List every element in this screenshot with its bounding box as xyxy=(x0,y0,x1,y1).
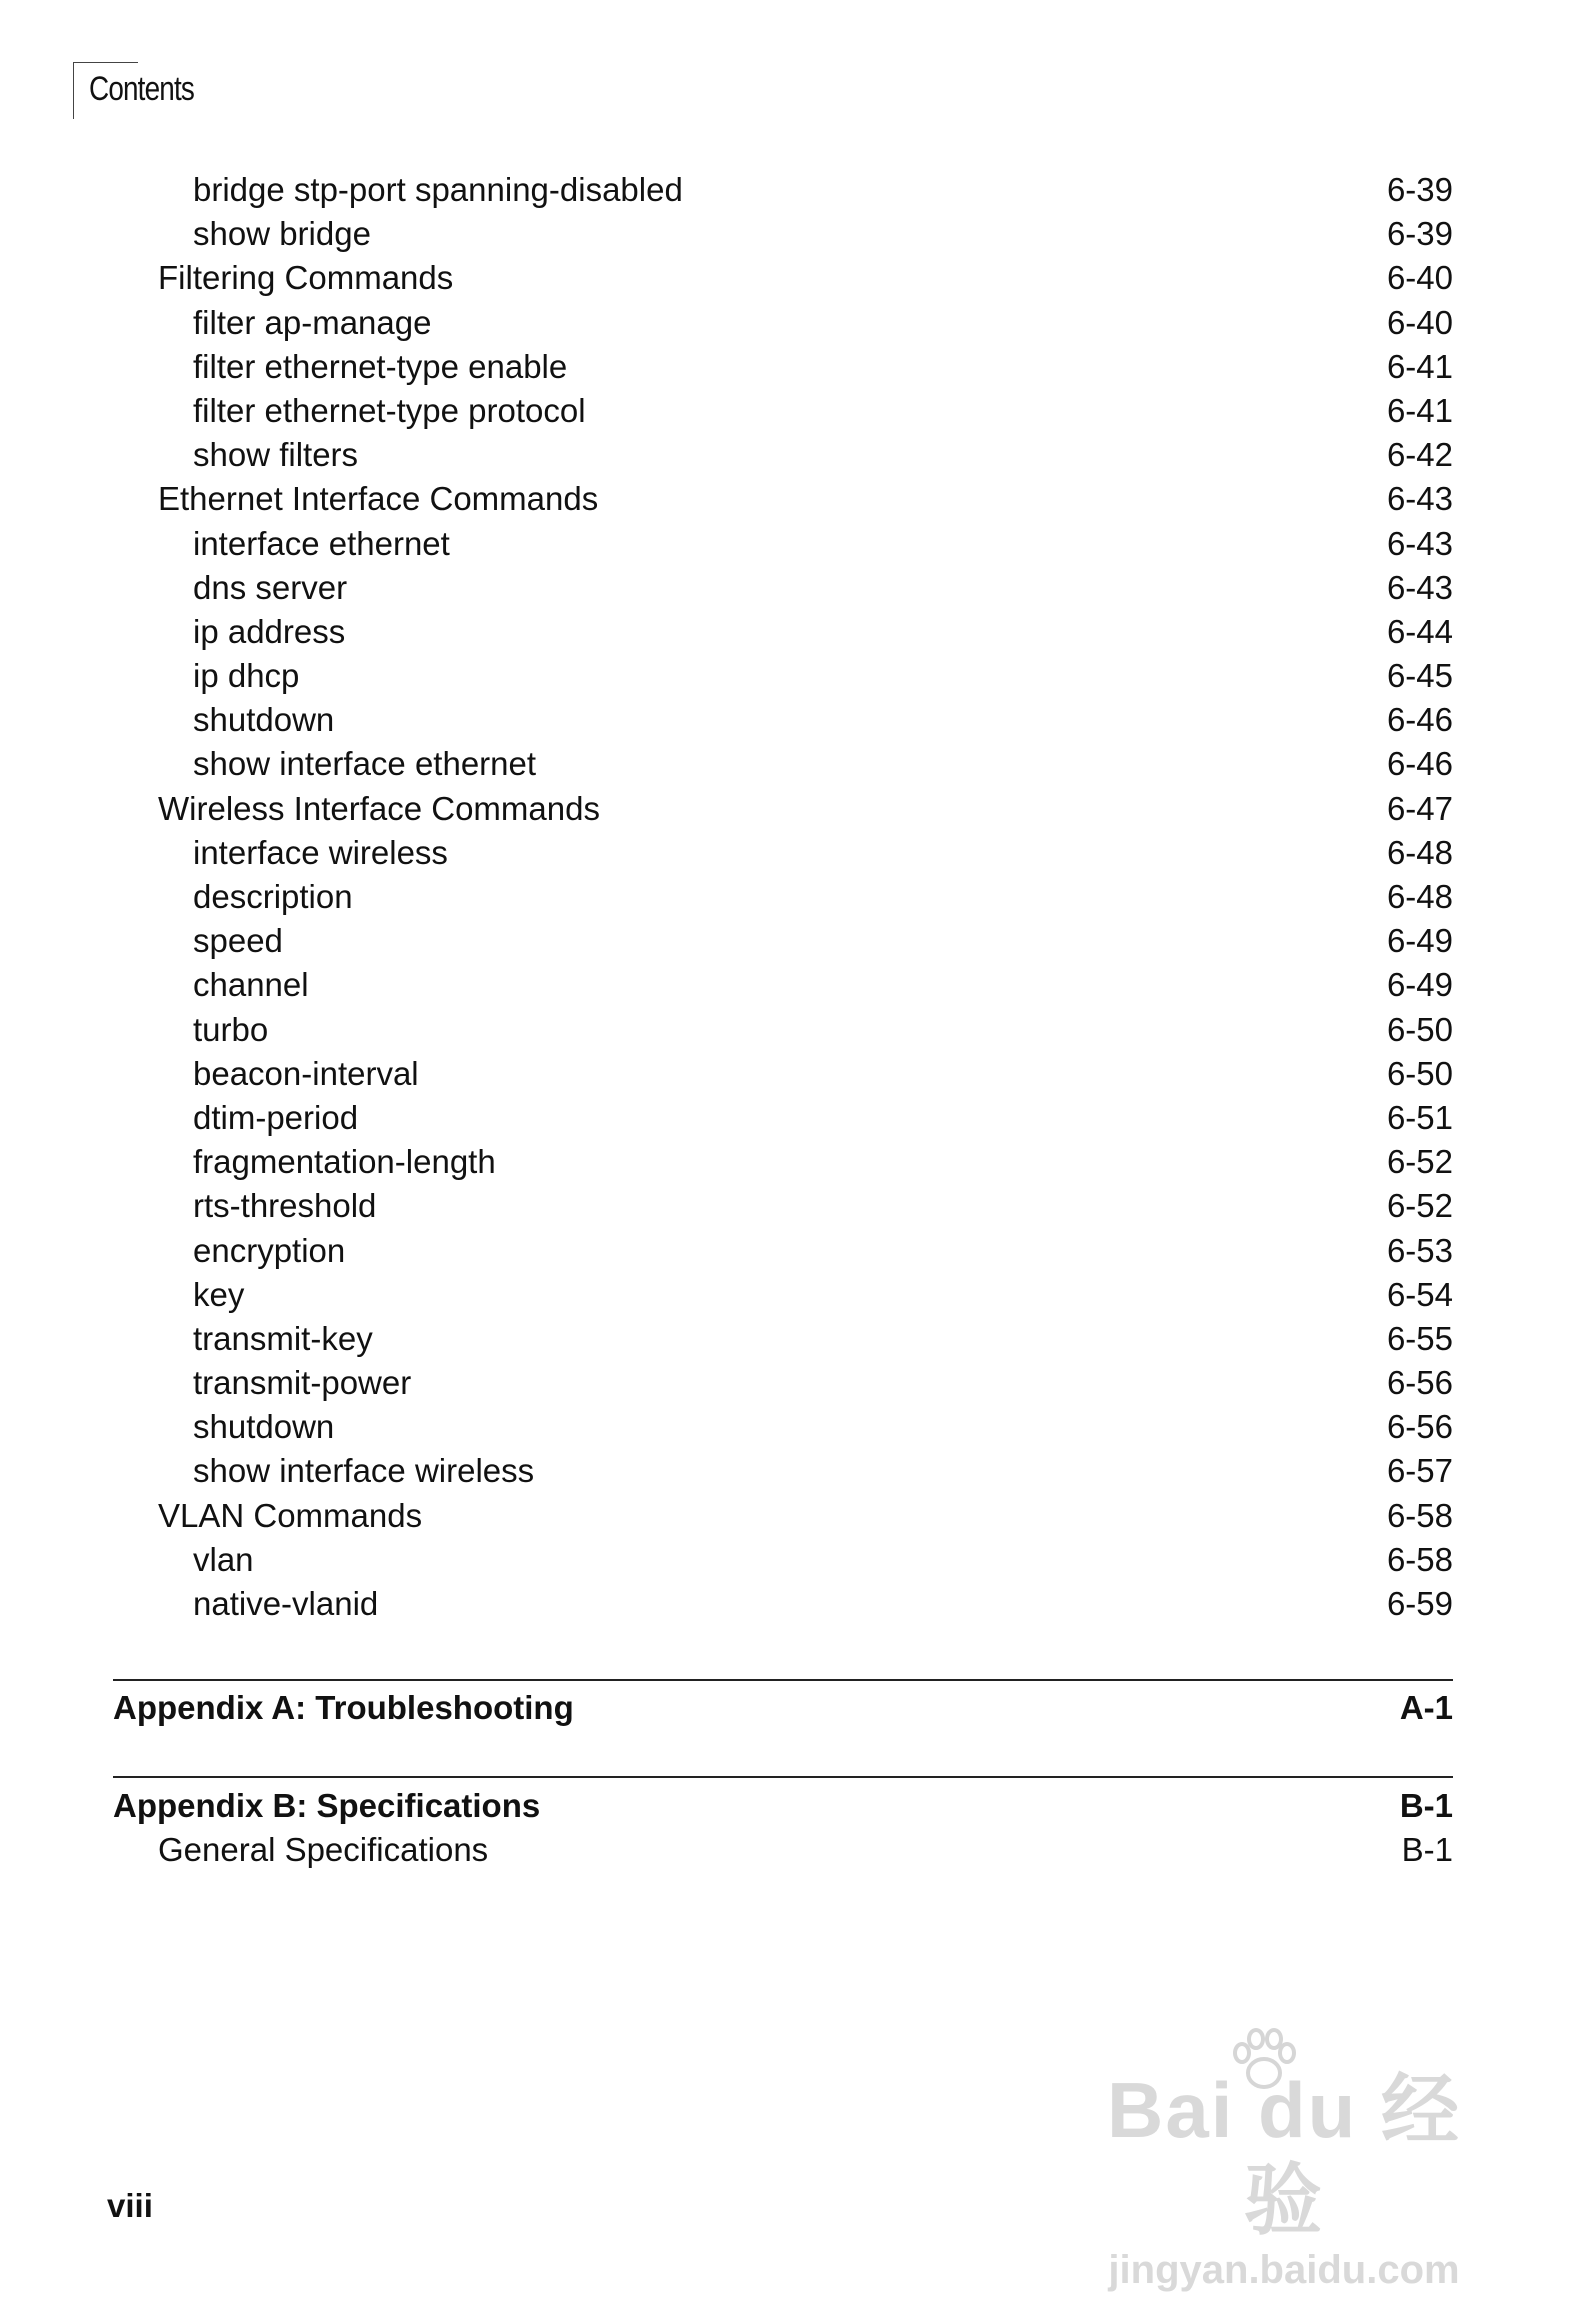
toc-command-entry[interactable] xyxy=(0,566,1584,610)
toc-entry-label: shutdown xyxy=(193,1408,335,1446)
toc-entry-label: bridge stp-port spanning-disabled xyxy=(193,171,683,208)
appendix-a-page: A-1 xyxy=(1399,1689,1453,1726)
toc-entry-label: transmit-power xyxy=(193,1364,412,1402)
toc-command-entry[interactable] xyxy=(0,919,1584,963)
toc-command-entry[interactable] xyxy=(0,1273,1584,1317)
toc-entry-label: speed xyxy=(193,922,283,960)
toc-entry-page: 6-58 xyxy=(1386,1540,1453,1578)
toc-entry-page: 6-56 xyxy=(1386,1408,1453,1446)
toc-entry-page: 6-50 xyxy=(1386,1054,1453,1092)
toc-command-entry[interactable] xyxy=(0,301,1584,345)
toc-entry-page: 6-59 xyxy=(1386,1585,1453,1622)
toc-entry-page: 6-54 xyxy=(1386,1275,1453,1313)
toc-entry-page: 6-43 xyxy=(1386,524,1453,562)
toc-entry-page: 6-48 xyxy=(1386,878,1453,915)
toc-section-entry[interactable] xyxy=(0,256,1584,300)
toc-entry-page: 6-43 xyxy=(1386,480,1453,518)
toc-entry-page: 6-53 xyxy=(1386,1231,1453,1269)
toc-entry-label: encryption xyxy=(193,1231,346,1269)
toc-command-entry[interactable] xyxy=(0,1538,1584,1582)
toc-command-entry[interactable] xyxy=(0,212,1584,256)
toc-entry-page: 6-39 xyxy=(1386,215,1453,253)
toc-entry-page: 6-41 xyxy=(1386,391,1453,429)
toc-command-entry[interactable] xyxy=(0,1361,1584,1405)
appendix-a-section xyxy=(113,1679,1453,1730)
toc-entry-label: key xyxy=(193,1275,245,1313)
toc-entry-label: turbo xyxy=(193,1010,269,1048)
toc-entry-page: 6-46 xyxy=(1386,701,1453,739)
toc-command-entry[interactable] xyxy=(0,345,1584,389)
toc-entry-label: Filtering Commands xyxy=(158,259,454,297)
toc-section-entry[interactable] xyxy=(0,477,1584,521)
appendix-b-section xyxy=(113,1776,1453,1872)
appendix-a-entry[interactable] xyxy=(113,1686,1453,1730)
toc-command-entry[interactable] xyxy=(0,1405,1584,1449)
toc-command-entry[interactable] xyxy=(0,433,1584,477)
toc-command-entry[interactable] xyxy=(0,963,1584,1007)
toc-command-entry[interactable] xyxy=(0,1317,1584,1361)
table-of-contents xyxy=(0,168,1584,1626)
toc-entry-label: channel xyxy=(193,966,309,1004)
toc-command-entry[interactable] xyxy=(0,1229,1584,1273)
toc-entry-label: description xyxy=(193,878,353,915)
toc-command-entry[interactable] xyxy=(0,1582,1584,1626)
toc-entry-page: 6-42 xyxy=(1386,436,1453,474)
appendix-a-label: Appendix A: Troubleshooting xyxy=(113,1689,574,1726)
toc-entry-page: 6-55 xyxy=(1386,1319,1453,1357)
toc-command-entry[interactable] xyxy=(0,389,1584,433)
toc-entry-page: 6-40 xyxy=(1386,303,1453,341)
toc-command-entry[interactable] xyxy=(0,610,1584,654)
toc-entry-page: 6-41 xyxy=(1386,347,1453,385)
toc-command-entry[interactable] xyxy=(0,742,1584,786)
toc-entry-page: 6-45 xyxy=(1386,657,1453,695)
toc-entry-label: fragmentation-length xyxy=(193,1143,496,1181)
page-number: viii xyxy=(107,2187,153,2224)
appendix-b-page: B-1 xyxy=(1399,1787,1453,1824)
toc-command-entry[interactable] xyxy=(0,831,1584,875)
toc-entry-label: rts-threshold xyxy=(193,1187,377,1225)
toc-entry-page: 6-57 xyxy=(1386,1452,1453,1490)
toc-entry-label: ip address xyxy=(193,612,346,650)
appendix-b-label: Appendix B: Specifications xyxy=(113,1787,541,1824)
toc-entry-label: native-vlanid xyxy=(193,1585,379,1622)
toc-entry-label: filter ethernet-type protocol xyxy=(193,391,586,429)
toc-entry-label: interface wireless xyxy=(193,833,448,871)
toc-entry-page: 6-52 xyxy=(1386,1143,1453,1181)
baidu-watermark xyxy=(1074,2065,1494,2292)
toc-entry-label: show filters xyxy=(193,436,359,474)
toc-command-entry[interactable] xyxy=(0,875,1584,919)
toc-section-entry[interactable] xyxy=(0,1494,1584,1538)
toc-entry-label: Ethernet Interface Commands xyxy=(158,480,599,518)
toc-command-entry[interactable] xyxy=(0,168,1584,212)
toc-command-entry[interactable] xyxy=(0,1184,1584,1228)
toc-entry-page: 6-43 xyxy=(1386,568,1453,606)
appendix-b-entry[interactable] xyxy=(113,1784,1453,1828)
toc-command-entry[interactable] xyxy=(0,1449,1584,1493)
toc-command-entry[interactable] xyxy=(0,698,1584,742)
paw-icon xyxy=(1224,2025,1304,2095)
toc-entry-label: show interface wireless xyxy=(193,1452,535,1490)
toc-command-entry[interactable] xyxy=(0,1096,1584,1140)
watermark-url: jingyan.baidu.com xyxy=(1108,2248,1460,2292)
toc-entry-label: show interface ethernet xyxy=(193,745,537,783)
appendix-b-sub-label: General Specifications xyxy=(158,1831,489,1869)
toc-command-entry[interactable] xyxy=(0,1052,1584,1096)
toc-command-entry[interactable] xyxy=(0,522,1584,566)
page-header-title: Contents xyxy=(89,70,195,108)
toc-entry-page: 6-46 xyxy=(1386,745,1453,783)
appendix-b-subentry[interactable] xyxy=(113,1828,1453,1872)
toc-entry-label: ip dhcp xyxy=(193,657,300,695)
toc-entry-page: 6-47 xyxy=(1386,789,1453,827)
toc-entry-label: dns server xyxy=(193,568,348,606)
toc-entry-page: 6-40 xyxy=(1386,259,1453,297)
toc-entry-label: VLAN Commands xyxy=(158,1496,423,1534)
toc-entry-label: vlan xyxy=(193,1540,254,1578)
toc-entry-label: filter ethernet-type enable xyxy=(193,347,568,385)
toc-entry-label: transmit-key xyxy=(193,1319,373,1357)
toc-entry-label: dtim-period xyxy=(193,1098,359,1136)
toc-entry-page: 6-51 xyxy=(1386,1098,1453,1136)
toc-entry-page: 6-52 xyxy=(1386,1187,1453,1225)
toc-entry-label: Wireless Interface Commands xyxy=(158,789,600,827)
toc-entry-label: shutdown xyxy=(193,701,335,739)
toc-entry-page: 6-50 xyxy=(1386,1010,1453,1048)
toc-entry-label: beacon-interval xyxy=(193,1054,419,1092)
toc-entry-page: 6-48 xyxy=(1386,833,1453,871)
toc-entry-label: show bridge xyxy=(193,215,371,253)
appendix-b-sub-page: B-1 xyxy=(1401,1831,1453,1869)
toc-entry-page: 6-49 xyxy=(1386,922,1453,960)
toc-entry-page: 6-49 xyxy=(1386,966,1453,1004)
toc-entry-page: 6-58 xyxy=(1386,1496,1453,1534)
toc-entry-label: interface ethernet xyxy=(193,524,450,562)
toc-entry-label: filter ap-manage xyxy=(193,303,432,341)
toc-command-entry[interactable] xyxy=(0,654,1584,698)
toc-section-entry[interactable] xyxy=(0,787,1584,831)
toc-entry-page: 6-44 xyxy=(1386,612,1453,650)
toc-command-entry[interactable] xyxy=(0,1008,1584,1052)
toc-command-entry[interactable] xyxy=(0,1140,1584,1184)
toc-entry-page: 6-56 xyxy=(1386,1364,1453,1402)
watermark-brand: Bai du 经验 xyxy=(1106,2066,1461,2244)
toc-entry-page: 6-39 xyxy=(1386,171,1453,208)
